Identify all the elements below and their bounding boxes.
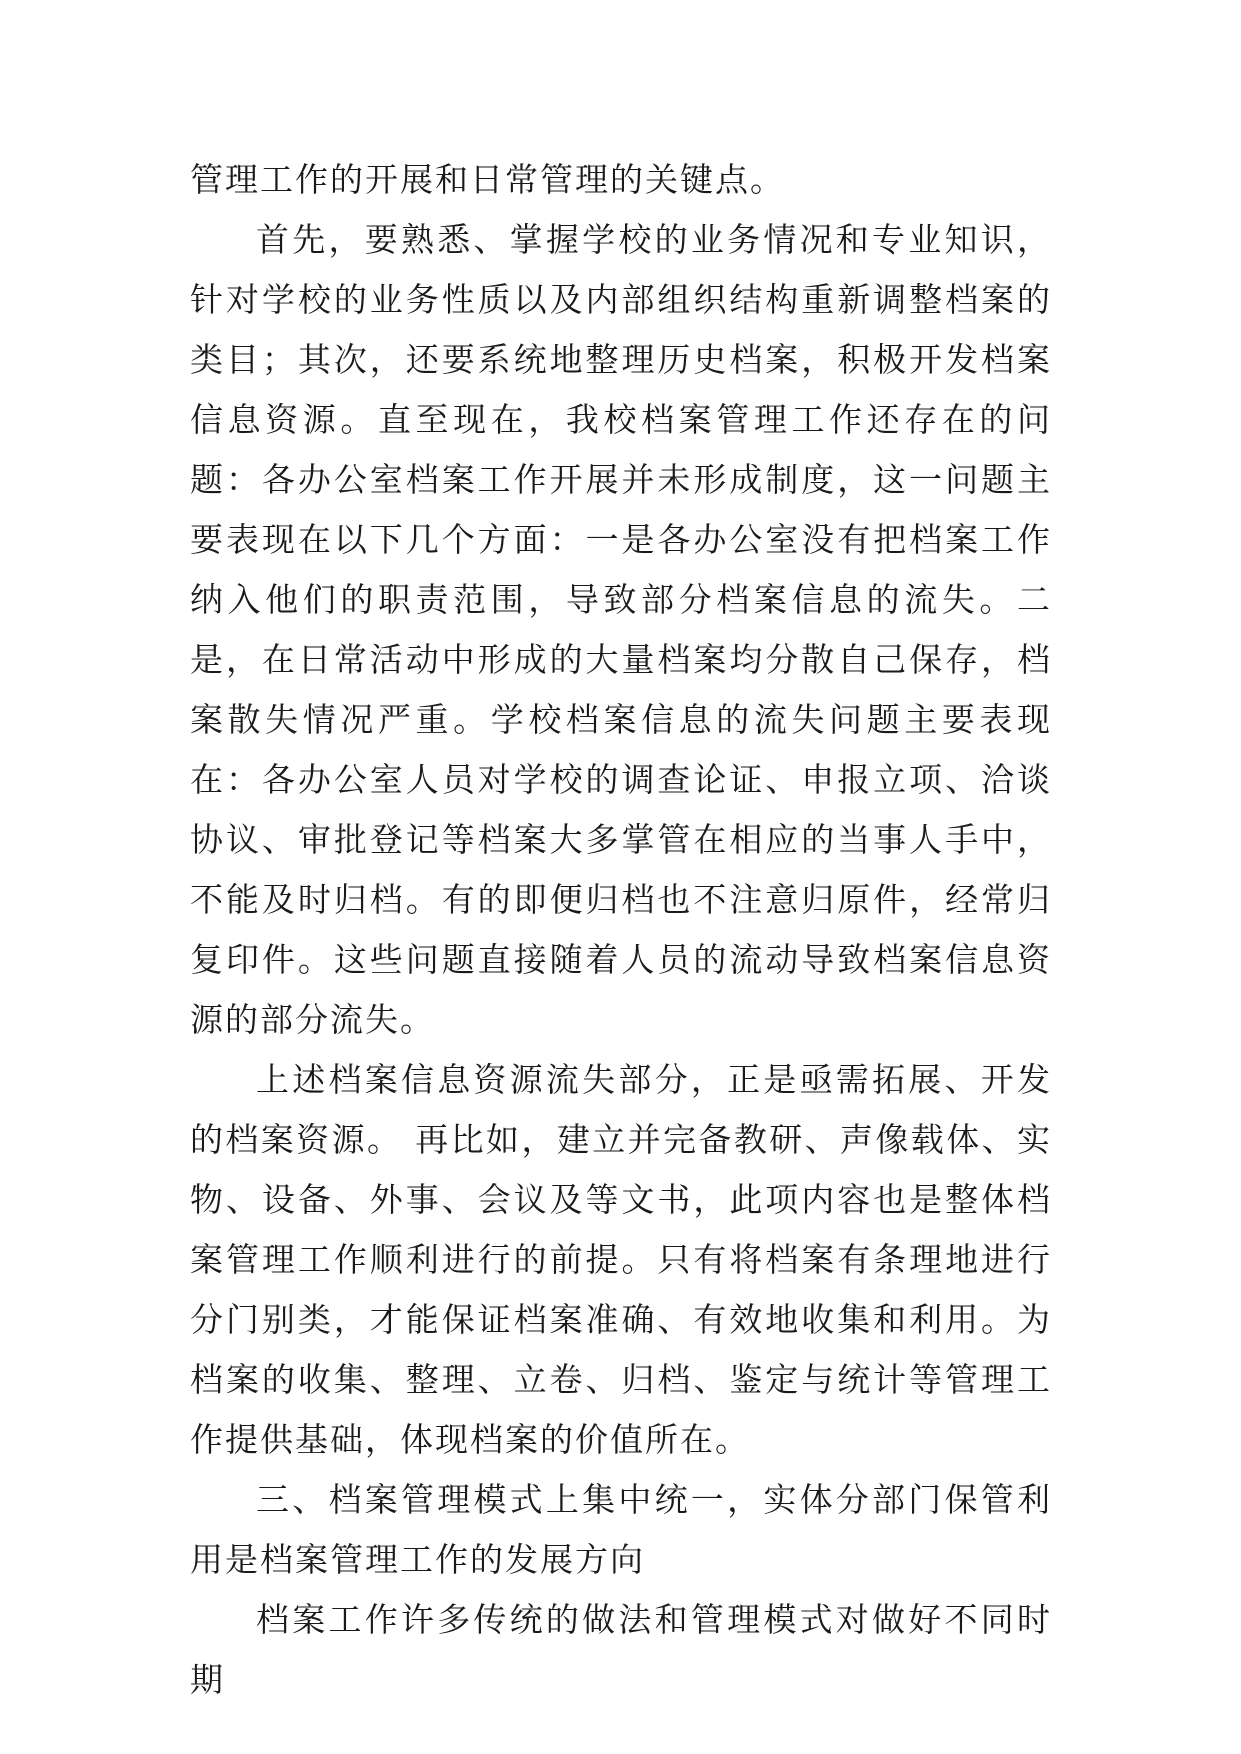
paragraph-continuation: 管理工作的开展和日常管理的关键点。 xyxy=(190,160,785,199)
paragraph-traditional-practices: 档案工作许多传统的做法和管理模式对做好不同时期 xyxy=(190,1600,1052,1699)
paragraph-archive-resources: 上述档案信息资源流失部分，正是亟需拓展、开发的档案资源。 再比如，建立并完备教研、声像载体、实物、设备、外事、会议及等文书，此项内容也是整体档案管理工作顺利进行的前提。只有将档案有条理地进行分门别类，才能保证档案准确、有效地收集和利用。为档案的收集、整理、立卷、归档、鉴定与统计等管理工作提供基础，体现档案的价值所在。 xyxy=(190,1060,1052,1459)
body-text xyxy=(190,150,1052,1710)
section-heading-three: 三、档案管理模式上集中统一，实体分部门保管利用是档案管理工作的发展方向 xyxy=(190,1480,1052,1579)
paragraph-first-second: 首先，要熟悉、掌握学校的业务情况和专业知识，针对学校的业务性质以及内部组织结构重新调整档案的类目；其次，还要系统地整理历史档案，积极开发档案信息资源。直至现在，我校档案管理工作还存在的问题：各办公室档案工作开展并未形成制度，这一问题主要表现在以下几个方面：一是各办公室没有把档案工作纳入他们的职责范围，导致部分档案信息的流失。二是，在日常活动中形成的大量档案均分散自己保存，档案散失情况严重。学校档案信息的流失问题主要表现在：各办公室人员对学校的调查论证、申报立项、洽谈协议、审批登记等档案大多掌管在相应的当事人手中，不能及时归档。有的即便归档也不注意归原件，经常归复印件。这些问题直接随着人员的流动导致档案信息资源的部分流失。 xyxy=(190,220,1052,1039)
